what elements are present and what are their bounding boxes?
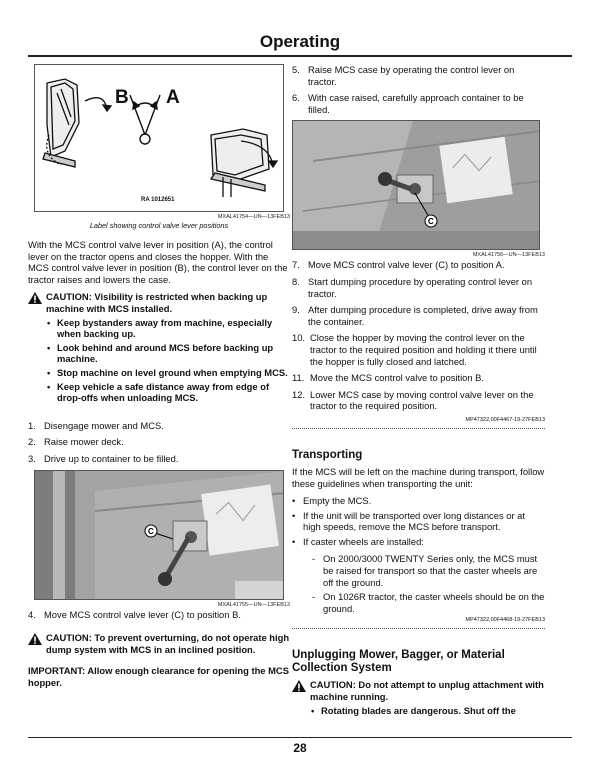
caution-text: CAUTION: To prevent overturning, do not operate high dump system with MCS in an inclined position. bbox=[46, 632, 290, 655]
step-1: 1. Disengage mower and MCS. bbox=[28, 419, 164, 431]
figure-valve-label bbox=[34, 64, 284, 212]
step-12: 12. Lower MCS case by moving control valve lever on the tractor to the required position. bbox=[292, 388, 534, 412]
warning-icon bbox=[28, 291, 46, 403]
step-9: 9. After dumping procedure is completed, drive away from the container. bbox=[292, 304, 538, 327]
list-item: • Keep bystanders away from machine, especially when backing up. bbox=[47, 316, 273, 340]
position-a-label: A bbox=[166, 87, 180, 108]
lever-c-label: C bbox=[148, 526, 154, 536]
warning-icon bbox=[28, 632, 46, 655]
intro-paragraph: With the MCS control valve lever in position (A), the control lever on the tractor opens and closes the hopper. With the MCS control valve lever in position (B), the control lever on the tractor raises and lowers the case. bbox=[28, 239, 288, 285]
part-number-label: RA 1012651 bbox=[141, 197, 175, 203]
section-intro: If the MCS will be left on the machine during transport, follow these guidelines when transporting the unit: bbox=[292, 465, 545, 489]
section-divider bbox=[292, 428, 545, 429]
section-heading: Unplugging Mower, Bagger, or Material Collection System bbox=[292, 649, 505, 675]
figure-caption: Label showing control valve lever positions bbox=[89, 221, 229, 230]
list-subitem: - On 1026R tractor, the caster wheels should be on the ground. bbox=[312, 591, 545, 614]
steps-list-1 bbox=[28, 420, 290, 465]
figure-code: MXAL41754—UN—13FEB13 bbox=[217, 214, 290, 220]
list-subitem: - On 2000/3000 TWENTY Series only, the MCS must be raised for transport so that the caster wheels are off the ground. bbox=[312, 553, 538, 588]
right-column bbox=[292, 64, 545, 716]
figure-code: MXAL41756—UN—13FEB13 bbox=[472, 252, 545, 259]
step-6: 6. With case raised, carefully approach container to be filled. bbox=[292, 92, 524, 115]
step-7: 7. Move MCS control valve lever (C) to position A. bbox=[292, 259, 505, 271]
list-item: • Look behind and around MCS before backing up machine. bbox=[47, 341, 274, 365]
caution-text: CAUTION: Visibility is restricted when backing up machine with MCS installed. bbox=[46, 291, 268, 314]
step-2: 2. Raise mower deck. bbox=[28, 436, 124, 448]
figure-code: MXAL41755—UN—13FEB13 bbox=[217, 601, 290, 608]
position-b-label: B bbox=[115, 87, 129, 108]
caution-visibility bbox=[28, 291, 290, 403]
warning-icon bbox=[292, 679, 310, 716]
caution-unplug bbox=[292, 679, 545, 716]
step-5: 5. Raise MCS case by operating the control lever on tractor. bbox=[292, 64, 515, 87]
section-divider bbox=[292, 628, 545, 629]
caution-overturning bbox=[28, 632, 290, 655]
section-heading: Transporting bbox=[292, 448, 363, 461]
important-note: IMPORTANT: Allow enough clearance for opening the MCS hopper. bbox=[28, 665, 289, 688]
section-transporting bbox=[292, 449, 545, 630]
page-number: 28 bbox=[293, 741, 307, 755]
step-3: 3. Drive up to container to be filled. bbox=[28, 452, 179, 464]
lever-c-label: C bbox=[428, 217, 434, 227]
title-rule bbox=[28, 55, 572, 57]
reference-code: MP47322,00F4467-19-27FEB13 bbox=[465, 416, 545, 423]
steps-list-2 bbox=[292, 259, 545, 412]
step-8: 8. Start dumping procedure by operating control lever on tractor. bbox=[292, 275, 533, 299]
step-11: 11. Move the MCS control valve to position B. bbox=[292, 372, 485, 384]
reference-code: MP47322,00F4468-19-27FEB13 bbox=[465, 617, 545, 624]
section-unplugging bbox=[292, 649, 545, 716]
lever-photo-b bbox=[35, 471, 284, 600]
lever-photo-a bbox=[293, 121, 540, 250]
figure-lever-position-a bbox=[292, 120, 540, 250]
list-item: • If the unit will be transported over long distances or at high speeds, remove the MCS before transport. bbox=[292, 509, 525, 533]
figure-lever-position-b bbox=[34, 470, 284, 600]
list-item: • If caster wheels are installed: bbox=[292, 535, 424, 547]
page-title: Operating bbox=[259, 32, 341, 51]
step-4: 4. Move MCS control valve lever (C) to position B. bbox=[28, 608, 241, 620]
list-item: • Keep vehicle a safe distance away from edge of drop-offs when unloading MCS. bbox=[47, 380, 270, 404]
footer-rule bbox=[28, 737, 572, 738]
list-item: • Empty the MCS. bbox=[292, 495, 372, 507]
left-column bbox=[28, 64, 290, 688]
list-item: • Rotating blades are dangerous. Shut off the bbox=[311, 704, 516, 716]
step-10: 10. Close the hopper by moving the control lever on the tractor to the required position and holding it there until the hopper is fully closed and latched. bbox=[292, 332, 537, 367]
valve-label-illustration bbox=[35, 65, 284, 212]
caution-text: CAUTION: Do not attempt to unplug attachment with machine running. bbox=[310, 679, 544, 703]
list-item: • Stop machine on level ground when emptying MCS. bbox=[47, 366, 288, 378]
